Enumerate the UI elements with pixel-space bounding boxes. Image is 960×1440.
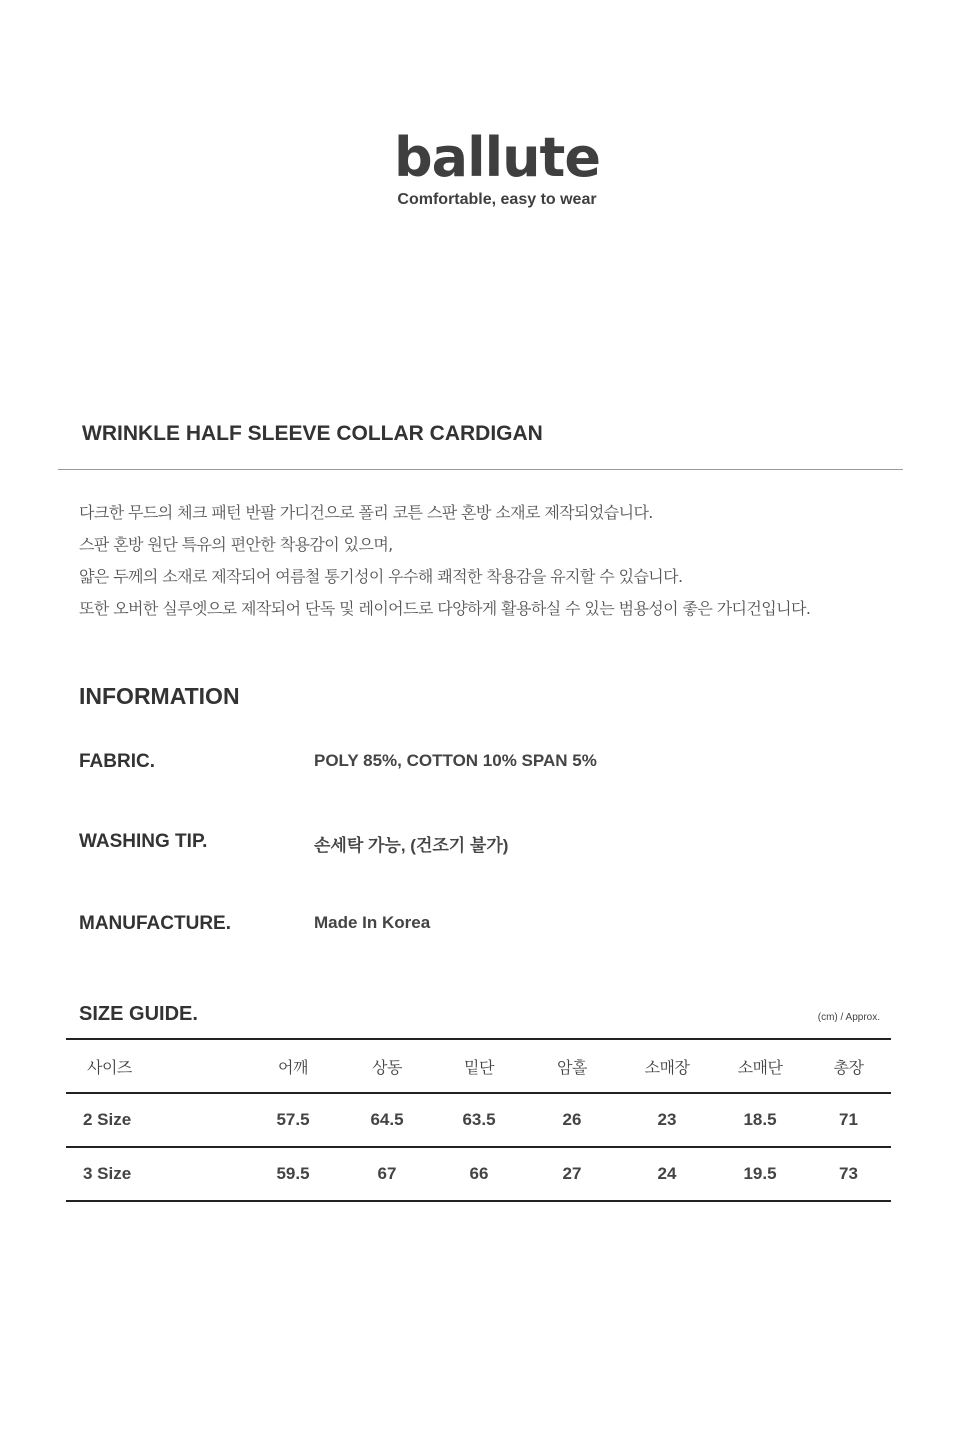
size-cell: 66 <box>469 1164 489 1183</box>
size-cell: 24 <box>657 1164 677 1183</box>
size-cell: 71 <box>839 1110 858 1129</box>
title-divider <box>58 469 903 470</box>
size-cell: 64.5 <box>370 1110 404 1129</box>
size-guide-unit-note: (cm) / Approx. <box>817 1012 880 1023</box>
size-table <box>66 1038 891 1202</box>
size-cell: 73 <box>839 1164 858 1183</box>
size-column-header: 소매장 <box>644 1057 690 1077</box>
info-value: 손세탁 가능, (건조기 불가) <box>314 836 509 855</box>
product-description <box>79 500 919 628</box>
brand-tagline: Comfortable, easy to wear <box>397 191 597 208</box>
product-title: WRINKLE HALF SLEEVE COLLAR CARDIGAN <box>82 422 543 445</box>
description-line: 또한 오버한 실루엣으로 제작되어 단독 및 레이어드로 다양하게 활용하실 수 있는 범용성이 좋은 가디건입니다. <box>79 599 811 618</box>
size-column-header: 사이즈 <box>87 1057 132 1077</box>
size-column-header: 상동 <box>372 1057 402 1077</box>
info-row-manufacture <box>79 913 879 943</box>
size-cell: 27 <box>562 1164 582 1183</box>
info-label: WASHING TIP. <box>79 831 208 852</box>
size-cell: 26 <box>562 1110 582 1129</box>
description-line: 다크한 무드의 체크 패턴 반팔 가디건으로 폴리 코튼 스판 혼방 소재로 제작되었습니다. <box>79 503 653 522</box>
info-row-fabric <box>79 751 879 781</box>
size-table-row <box>66 1147 891 1201</box>
size-table-header-row <box>66 1039 891 1093</box>
info-value: POLY 85%, COTTON 10% SPAN 5% <box>314 751 597 770</box>
info-value: Made In Korea <box>314 913 431 932</box>
size-column-header: 밑단 <box>464 1057 494 1077</box>
size-cell: 57.5 <box>276 1110 310 1129</box>
brand-header <box>0 126 960 210</box>
description-line: 스판 혼방 원단 특유의 편안한 착용감이 있으며, <box>79 535 393 554</box>
brand-logo: ballute <box>394 126 600 189</box>
size-cell: 59.5 <box>276 1164 310 1183</box>
description-line: 얇은 두께의 소재로 제작되어 여름철 통기성이 우수해 쾌적한 착용감을 유지할 수 있습니다. <box>79 567 683 586</box>
size-guide-heading: SIZE GUIDE. <box>79 1003 198 1025</box>
size-column-header: 어깨 <box>278 1057 308 1077</box>
size-cell: 67 <box>377 1164 397 1183</box>
size-column-header: 소매단 <box>737 1057 783 1077</box>
info-label: MANUFACTURE. <box>79 913 231 934</box>
information-heading: INFORMATION <box>79 683 240 709</box>
size-column-header: 총장 <box>833 1057 864 1077</box>
size-cell: 3 Size <box>83 1164 132 1183</box>
size-column-header: 암홀 <box>557 1057 587 1077</box>
size-table-row <box>66 1093 891 1147</box>
size-cell: 63.5 <box>462 1110 496 1129</box>
size-cell: 23 <box>657 1110 677 1129</box>
size-cell: 19.5 <box>743 1164 777 1183</box>
size-cell: 2 Size <box>83 1110 132 1129</box>
info-label: FABRIC. <box>79 751 155 772</box>
size-cell: 18.5 <box>743 1110 777 1129</box>
info-row-washing-tip <box>79 831 879 861</box>
